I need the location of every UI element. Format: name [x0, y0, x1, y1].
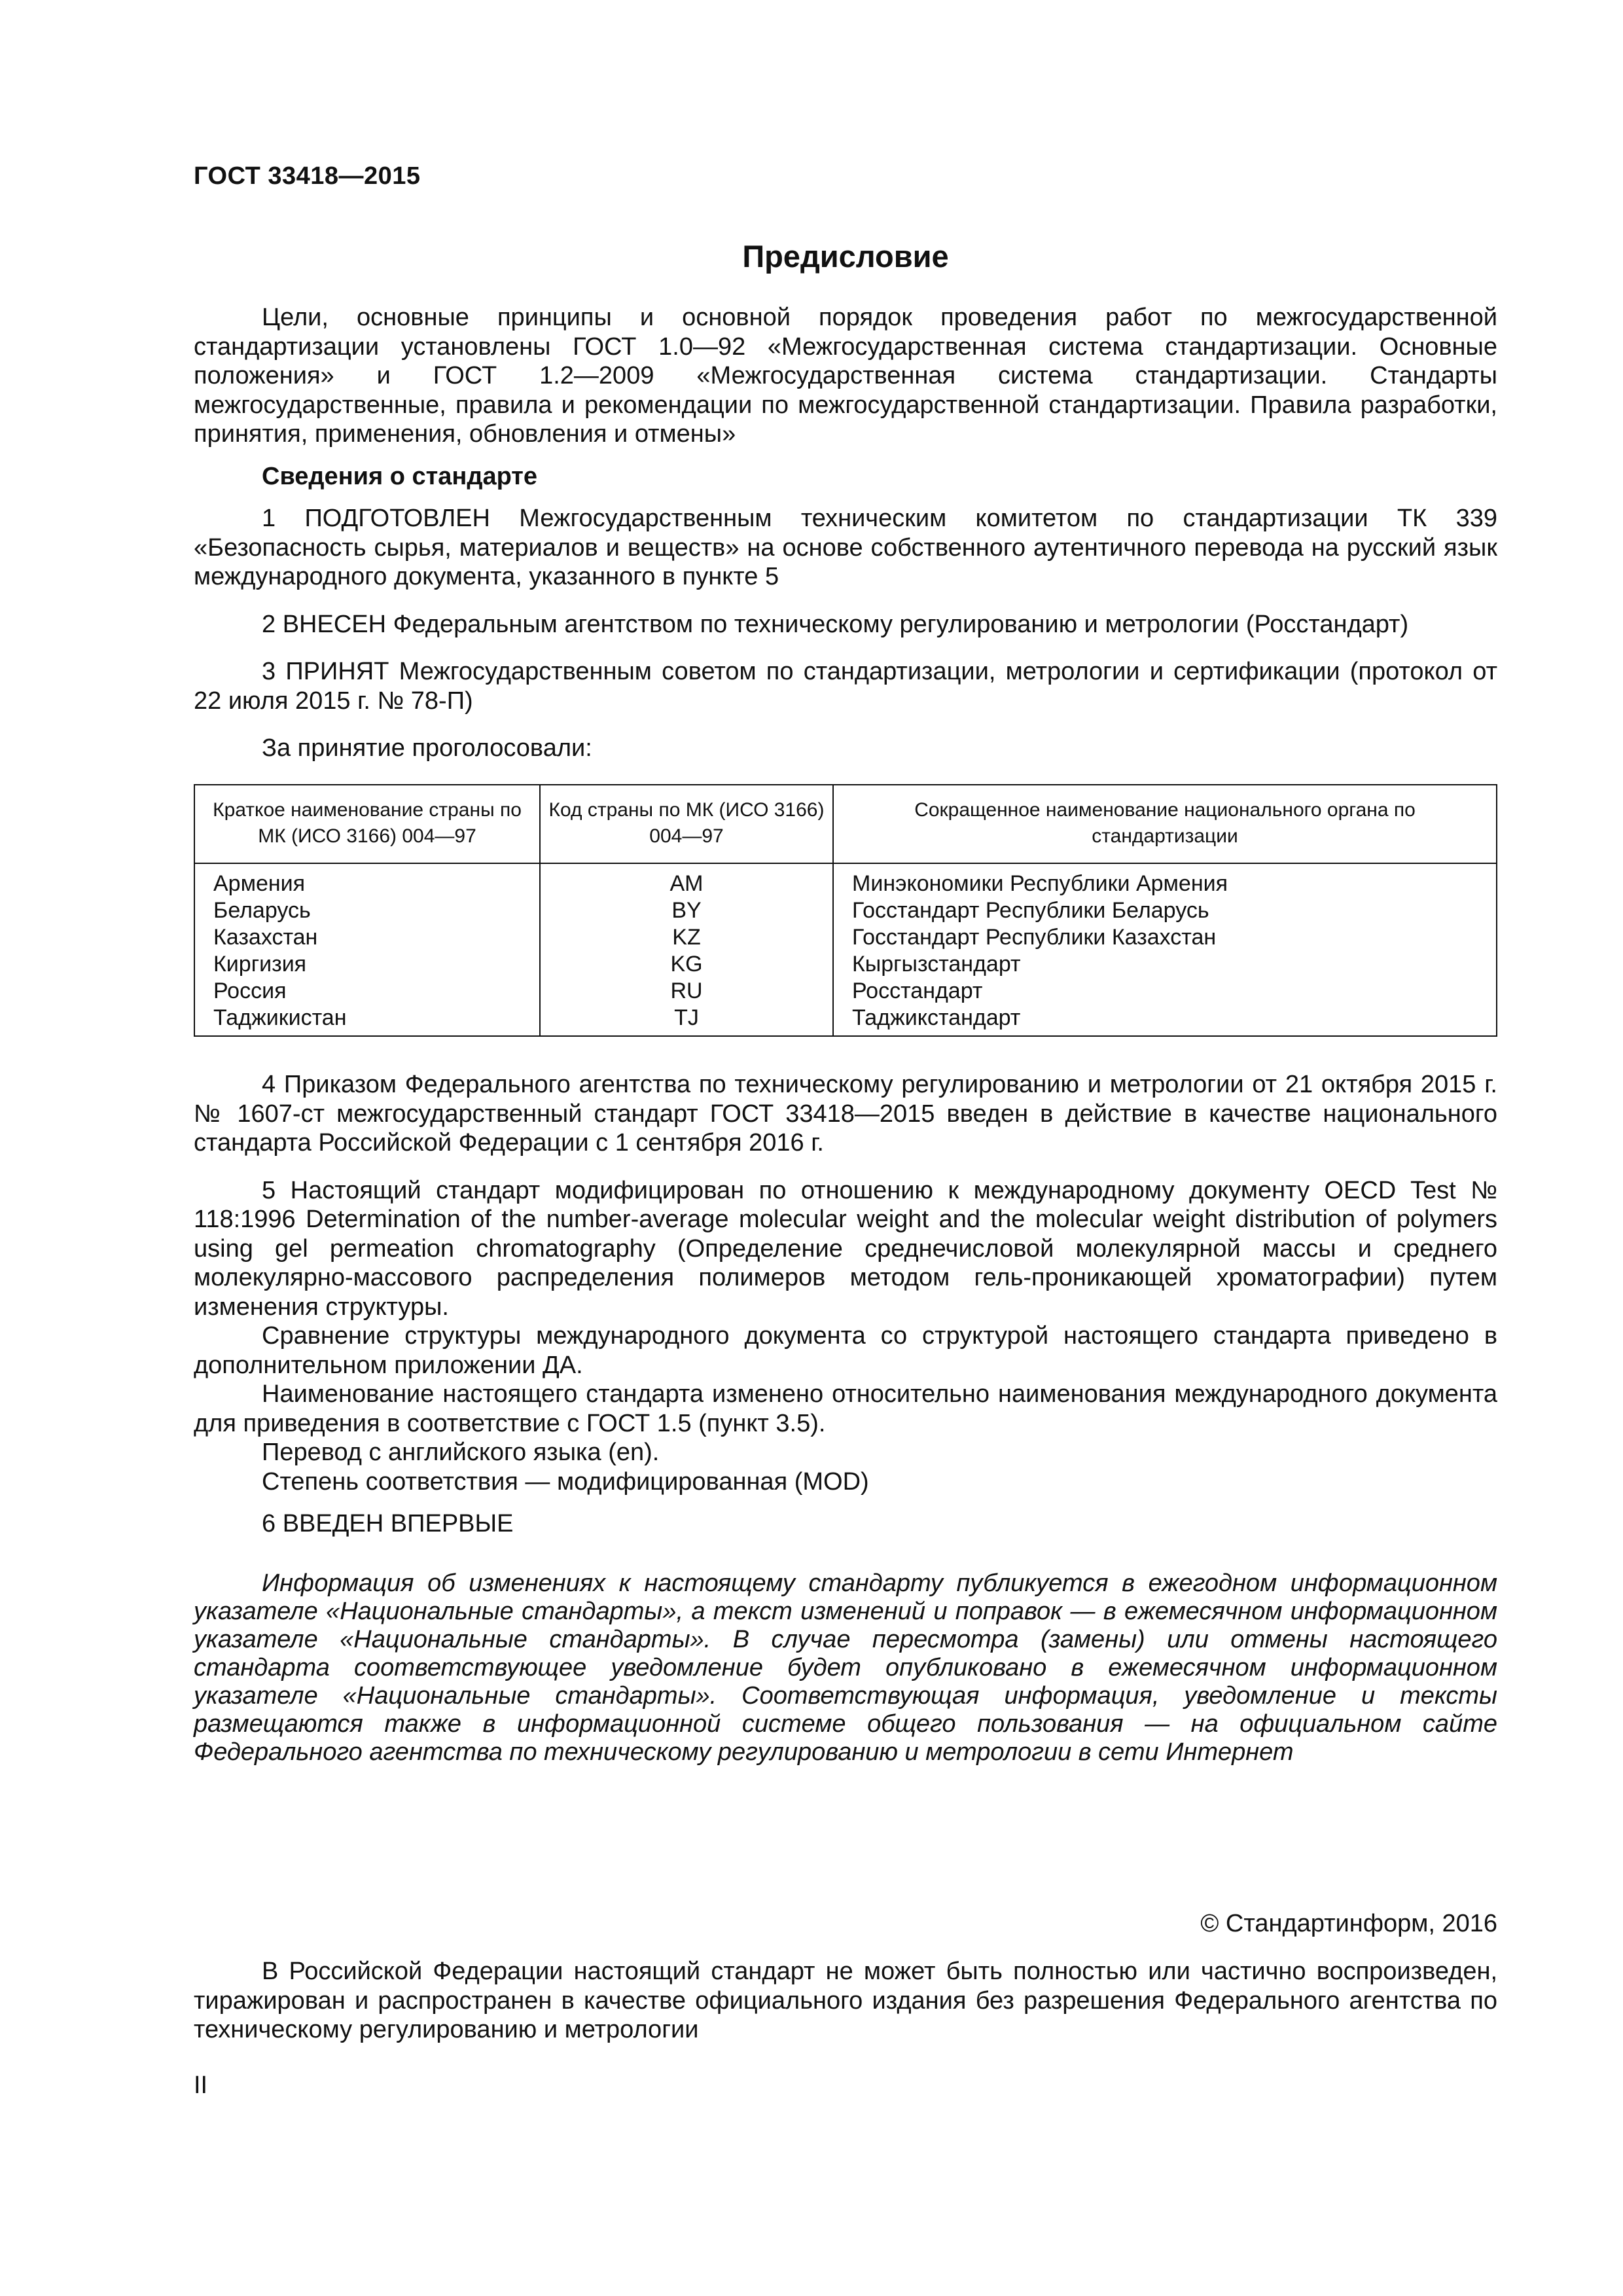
code-cell: RU	[540, 978, 833, 1005]
item-5-paragraph: 5 Настоящий стандарт модифицирован по отношению к международному документу OECD Test № 118:1996 Determination of the number-average molecular weight and the molecular weight distribution of polymers using gel permeation chromatography (Определение среднечисловой молекулярной массы и среднего молекулярно-массового распределения полимеров методом гель-проникающей хроматографии) путем изменения структуры.	[194, 1176, 1497, 1321]
item-5-degree: Степень соответствия — модифицированная (MOD)	[262, 1467, 869, 1496]
foreword-upper-block	[194, 303, 1497, 763]
item-5-comparison: Сравнение структуры международного документа со структурой настоящего стандарта приведено в дополнительном приложении ДА.	[194, 1322, 1497, 1379]
table-header-country: Краткое наименование страны по МК (ИСО 3166) 004—97	[194, 785, 540, 863]
code-cell: TJ	[540, 1005, 833, 1036]
item-5-translation: Перевод с английского языка (en).	[262, 1439, 660, 1466]
table-row	[194, 863, 1497, 897]
foreword-lower-block	[194, 1070, 1497, 1539]
table-header-row	[194, 785, 1497, 863]
item-6-paragraph: 6 ВВЕДЕН ВПЕРВЫЕ	[262, 1510, 514, 1537]
item-5-name-change: Наименование настоящего стандарта изменено относительно наименования международного документа для приведения в соответствие с ГОСТ 1.5 (пункт 3.5).	[194, 1380, 1497, 1437]
item-4-paragraph: 4 Приказом Федерального агентства по техническому регулированию и метрологии от 21 октября 2015 г. № 1607-ст межгосударственный стандарт ГОСТ 33418—2015 введен в действие в качестве национального стандарта Российской Федерации с 1 сентября 2016 г.	[194, 1071, 1497, 1157]
document-code: ГОСТ 33418—2015	[194, 162, 421, 190]
code-cell: KG	[540, 951, 833, 978]
page-title: Предисловие	[742, 239, 949, 274]
code-cell: BY	[540, 897, 833, 924]
country-cell: Россия	[194, 978, 540, 1005]
table-row	[194, 978, 1497, 1005]
item-3-paragraph: 3 ПРИНЯТ Межгосударственным советом по стандартизации, метрологии и сертификации (протокол от 22 июля 2015 г. № 78-П)	[194, 658, 1497, 715]
body-cell: Госстандарт Республики Беларусь	[833, 897, 1497, 924]
table-row	[194, 951, 1497, 978]
body-cell: Минэкономики Республики Армения	[833, 863, 1497, 897]
page-number: II	[194, 2072, 208, 2099]
table-header-body: Сокращенное наименование национального органа по стандартизации	[833, 785, 1497, 863]
table-header-code: Код страны по МК (ИСО 3166) 004—97	[540, 785, 833, 863]
country-cell: Киргизия	[194, 951, 540, 978]
code-cell: KZ	[540, 924, 833, 951]
changes-notice: Информация об изменениях к настоящему стандарту публикуется в ежегодном информационном указателе «Национальные стандарты», а текст изменений и поправок — в ежемесячном информационном указателе «Национальные стандарты». В случае пересмотра (замены) или отмены настоящего стандарта соответствующее уведомление будет опубликовано в ежемесячном информационном указателе «Национальные стандарты». Соответствующая информация, уведомление и тексты размещаются также в информационной системе общего пользования — на официальном сайте Федерального агентства по техническому регулированию и метрологии в сети Интернет	[194, 1570, 1497, 1766]
table-row	[194, 897, 1497, 924]
table-row	[194, 1005, 1497, 1036]
body-cell: Кыргызстандарт	[833, 951, 1497, 978]
copyright-line: © Стандартинформ, 2016	[1200, 1910, 1497, 1937]
voting-table	[194, 784, 1497, 1037]
body-cell: Росстандарт	[833, 978, 1497, 1005]
body-cell: Госстандарт Республики Казахстан	[833, 924, 1497, 951]
reproduction-notice: В Российской Федерации настоящий стандарт не может быть полностью или частично воспроизведен, тиражирован и распространен в качестве официального издания без разрешения Федерального агентства по техническому регулированию и метрологии	[194, 1958, 1497, 2043]
info-heading: Сведения о стандарте	[262, 462, 538, 490]
table-row	[194, 924, 1497, 951]
country-cell: Таджикистан	[194, 1005, 540, 1036]
country-cell: Армения	[194, 863, 540, 897]
item-2-paragraph: 2 ВНЕСЕН Федеральным агентством по техническому регулированию и метрологии (Росстандарт)	[262, 610, 1409, 638]
country-cell: Беларусь	[194, 897, 540, 924]
item-1-paragraph: 1 ПОДГОТОВЛЕН Межгосударственным техническим комитетом по стандартизации ТК 339 «Безопасность сырья, материалов и веществ» на основе собственного аутентичного перевода на русский язык международного документа, указанного в пункте 5	[194, 505, 1497, 590]
code-cell: AM	[540, 863, 833, 897]
voted-label: За принятие проголосовали:	[262, 734, 592, 762]
body-cell: Таджикстандарт	[833, 1005, 1497, 1036]
intro-paragraph: Цели, основные принципы и основной порядок проведения работ по межгосударственной стандартизации установлены ГОСТ 1.0—92 «Межгосударственная система стандартизации. Основные положения» и ГОСТ 1.2—2009 «Межгосударственная система стандартизации. Стандарты межгосударственные, правила и рекомендации по межгосударственной стандартизации. Правила разработки, принятия, применения, обновления и отмены»	[194, 304, 1497, 448]
country-cell: Казахстан	[194, 924, 540, 951]
